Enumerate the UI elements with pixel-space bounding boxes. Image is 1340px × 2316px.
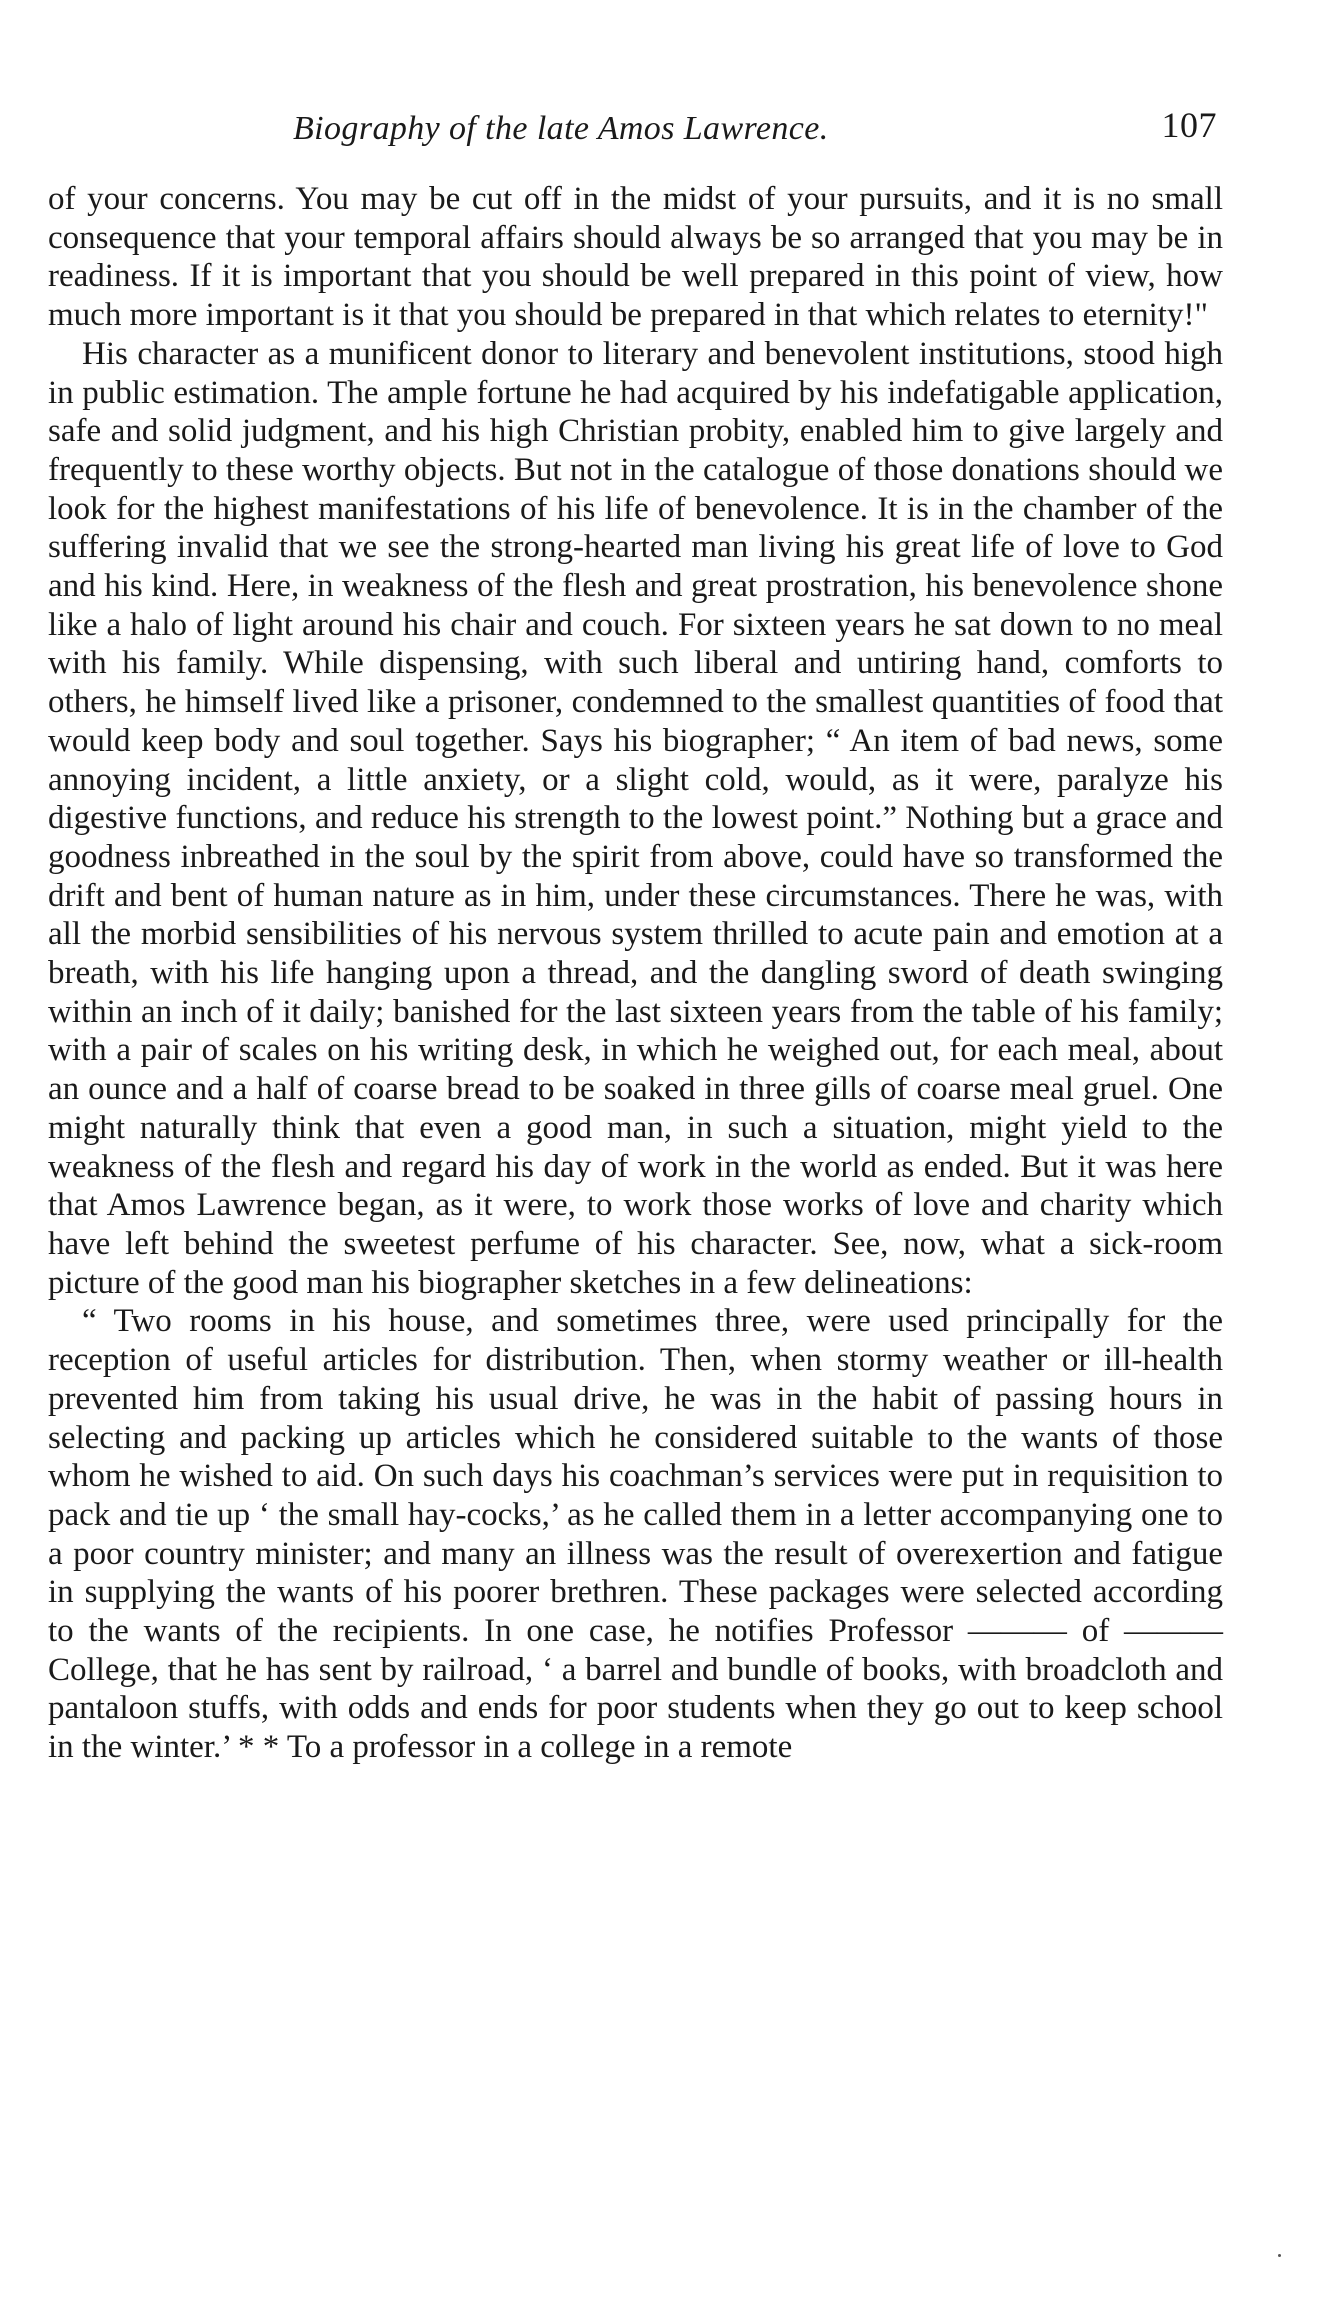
paragraph-quotation: “ Two rooms in his house, and sometimes three, were used principally for the reception of useful articles for distribution. Then, when stormy weather or ill-health prevented him from taking his usual drive, he was in the habit of passing hours in selecting and packing up articles which he considered suitable to the wants of those whom he wished to aid. On such days his coachman’s services were put in requisition to pack and tie up ‘ the small hay-cocks,’ as he called them in a letter accompanying one to a poor country minister; and many an illness was the result of overexertion and fatigue in supplying the wants of his poorer brethren. These packages were selected according to the wants of the recipients. In one case, he notifies Professor ——— of ——— College, that he has sent by railroad, ‘ a barrel and bundle of books, with broadcloth and pantaloon stuffs, with odds and ends for poor students when they go out to keep school in the winter.’ * * To a professor in a college in a remote [48,1303,1223,1766]
book-page [48,96,1223,2276]
paragraph-continuation: of your concerns. You may be cut off in the midst of your pursuits, and it is no small consequence that your temporal affairs should always be so arranged that you may be in readiness. If it is important that you should be well prepared in this point of view, how much more important is it that you should be prepared in that which relates to eternity!" [48,181,1223,334]
body-text [48,180,1223,1767]
scan-speck [1278,2254,1281,2257]
paragraph-character: His character as a munificent donor to literary and benevolent institutions, stood high in public estimation. The ample fortune he had acquired by his indefatigable application, safe and solid judgment, and his high Christian probity, enabled him to give largely and frequently to these worthy objects. But not in the catalogue of those donations should we look for the highest manifestations of his life of benevolence. It is in the chamber of the suffering invalid that we see the strong-hearted man living his great life of love to God and his kind. Here, in weakness of the flesh and great prostration, his benevolence shone like a halo of light around his chair and couch. For sixteen years he sat down to no meal with his family. While dispensing, with such liberal and untiring hand, comforts to others, he himself lived like a prisoner, condemned to the smallest quantities of food that would keep body and soul together. Says his biographer; “ An item of bad news, some annoying incident, a little anxiety, or a slight cold, would, as it were, paralyze his digestive functions, and reduce his strength to the lowest point.” Nothing but a grace and goodness inbreathed in the soul by the spirit from above, could have so transformed the drift and bent of human nature as in him, under these circumstances. There he was, with all the morbid sensibilities of his nervous system thrilled to acute pain and emotion at a breath, with his life hanging upon a thread, and the dangling sword of death swinging within an inch of it daily; banished for the last sixteen years from the table of his family; with a pair of scales on his writing desk, in which he weighed out, for each meal, about an ounce and a half of coarse bread to be soaked in three gills of coarse meal gruel. One might naturally think that even a good man, in such a situation, might yield to the weakness of the flesh and regard his day of work in the world as ended. But it was here that Amos Lawrence began, as it were, to work those works of love and charity which have left behind the sweetest perfume of his character. See, now, what a sick-room picture of the good man his biographer sketches in a few delineations: [48,335,1223,1301]
running-header [48,96,1223,156]
running-title: Biography of the late Amos Lawrence. [293,110,829,147]
page-number: 107 [1161,105,1217,145]
